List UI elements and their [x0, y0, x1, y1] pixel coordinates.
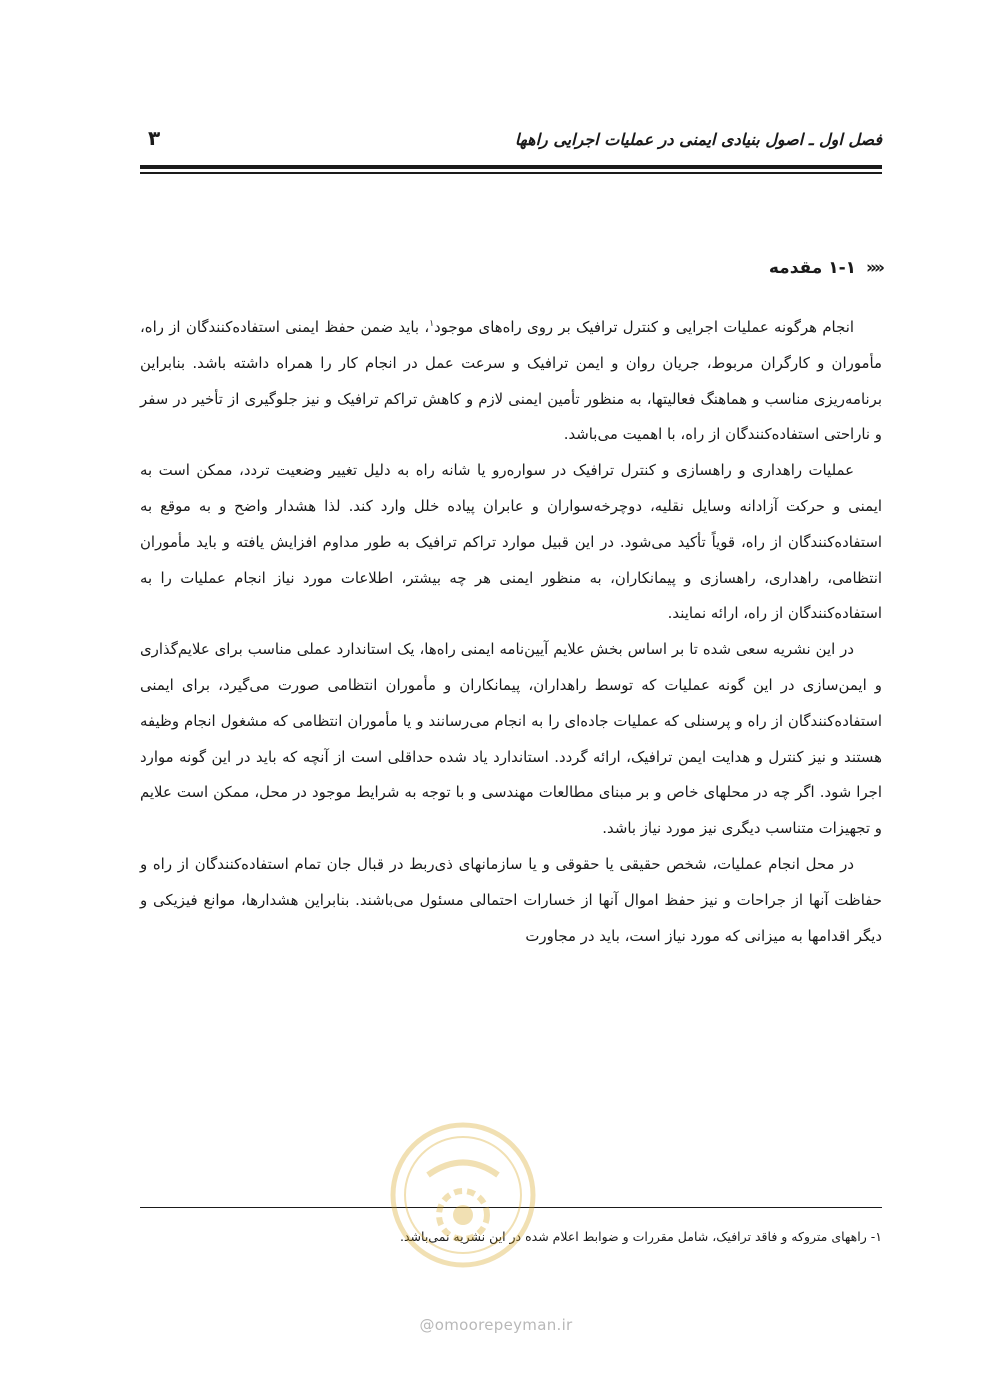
running-header [148, 126, 882, 166]
section-heading-text: ۱-۱ مقدمه [768, 258, 857, 278]
paragraph: در این نشریه سعی شده تا بر اساس بخش علایم آیین‌نامه ایمنی راه‌ها، یک استاندارد عملی مناسب برای علایم‌گذاری و ایمن‌سازی در این گونه عملیات که توسط راهداران، پیمانکاران و مأموران انتظامی صورت می‌گیرد، برای ایمنی استفاده‌کنندگان از راه و پرسنلی که عملیات جاده‌ای را به انجام می‌رسانند و یا مأموران انتظامی که مشغول انجام وظیفه هستند و نیز کنترل و هدایت ایمن ترافیک، ارائه گردد. استاندارد یاد شده حداقلی است از آنچه که باید در این گونه موارد اجرا شود. اگر چه در محلهای خاص و بر مبنای مطالعات مهندسی و با توجه به شرایط موجود در محل، ممکن است علایم و تجهیزات متناسب دیگری نیز مورد نیاز باشد. [140, 640, 882, 838]
paragraph: در محل انجام عملیات، شخص حقیقی یا حقوقی و یا سازمانهای ذی‌ربط در قبال جان تمام استفاده‌کنندگان از راه و حفاظت آنها از جراحات و نیز حفظ اموال آنها از خسارات احتمالی مسئول می‌باشند. بنابراین هشدارها، موانع فیزیکی و دیگر اقدامها به میزانی که مورد نیاز است، باید در مجاورت [140, 854, 882, 945]
page-number: ۳ [148, 126, 161, 150]
chapter-title: فصل اول ـ اصول بنیادی ایمنی در عملیات اجرایی راهها [514, 130, 882, 149]
paragraph-text: انجام هرگونه عملیات اجرایی و کنترل ترافیک بر روی راه‌های موجود [434, 318, 854, 336]
header-rule-thick [140, 165, 882, 169]
double-arrow-icon: «« [866, 258, 882, 278]
watermark-seal-icon [388, 1120, 538, 1270]
section-heading [769, 258, 882, 278]
paragraph-text: ، باید ضمن حفظ ایمنی استفاده‌کنندگان از راه، مأموران و کارگران مربوط، جریان روان و ایمن ترافیک و سرعت عمل در انجام کار را همراه داشته باشد. بنابراین برنامه‌ریزی مناسب و هماهنگ فعالیتها، به منظور تأمین ایمنی لازم و کاهش تراکم ترافیک و نیز جلوگیری از تأخیر در سفر و ناراحتی استفاده‌کنندگان از راه، با اهمیت می‌باشد. [140, 318, 882, 444]
watermark-url: @omoorepeyman.ir [419, 1316, 573, 1334]
paragraph [140, 310, 882, 453]
paragraph: عملیات راهداری و راهسازی و کنترل ترافیک در سواره‌رو یا شانه راه به دلیل تغییر وضعیت تردد، ممکن است به ایمنی و حرکت آزادانه وسایل نقلیه، دوچرخه‌سواران و عابران پیاده خلل وارد کند. لذا هشدار واضح و به موقع به استفاده‌کنندگان از راه، قویاً تأکید می‌شود. در این قبیل موارد تراکم ترافیک به طور مداوم افزایش یافته و باید مأموران انتظامی، راهداری، راهسازی و پیمانکاران، به منظور ایمنی هر چه بیشتر، اطلاعات مورد نیاز انجام عملیات را به استفاده‌کنندگان از راه، ارائه نمایند. [140, 461, 882, 623]
footnote: ۱- راههای متروکه و فاقد ترافیک، شامل مقررات و ضوابط اعلام شده در این نشریه نمی‌باشد. [400, 1229, 882, 1244]
body-text [140, 310, 882, 954]
footnote-reference[interactable]: ۱ [429, 319, 435, 330]
header-rule-thin [140, 172, 882, 174]
